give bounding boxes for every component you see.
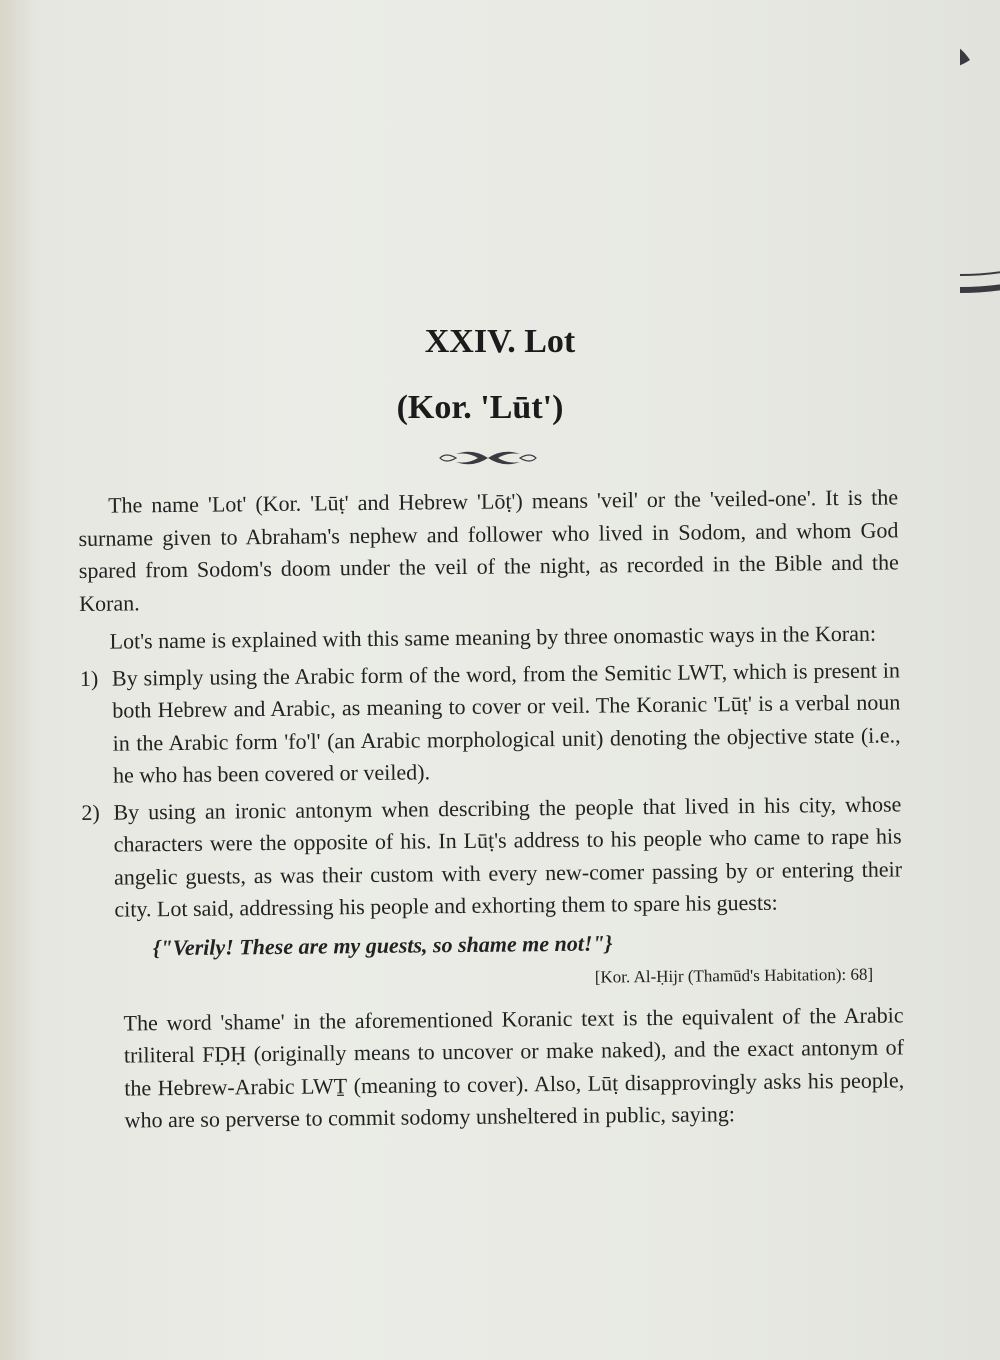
list-item-number: 1) [79,665,99,691]
flourish-ornament-icon [438,446,538,470]
list-item-text: By using an ironic antonym when describing the people that lived in his city, whose characters were the opposite of his. In Lūṭ's address to his people who came to rape his angelic guests, as was their custom with every new-comer passing by or entering their city. Lot said, addressing his people and exhorting them to spare his guests: [113,790,903,922]
paragraph-1: The name 'Lot' (Kor. 'Lūṭ' and Hebrew 'Lōṭ') means 'veil' or the 'veiled-one'. It is the surname given to Abraham's nephew and follower who lived in Sodom, and whom God spared from Sodom's doom under the veil of the night, as recorded in the Bible and the Koran. [78,484,899,616]
paragraph-2: Lot's name is explained with this same meaning by three onomastic ways in the Koran: [109,620,877,654]
quote-reference: [Kor. Al-Ḥijr (Thamūd's Habitation): 68] [594,964,874,987]
numbered-list [80,654,903,927]
list-item [81,788,902,927]
chapter-subtitle: (Kor. 'Lūt') [396,389,564,426]
paragraph-3: The word 'shame' in the aforementioned Koranic text is the equivalent of the Arabic triliteral FḌḤ (originally means to uncover or make naked), and the exact antonym of the Hebrew-Arabic LWṮ (meaning to cover). Also, Lūṭ disapprovingly asks his people, who are so perverse to commit sodomy unsheltered in public, saying: [123,1001,905,1133]
body-text [78,481,905,1137]
koran-quote: {"Verily! These are my guests, so shame me not!"} [152,929,613,960]
after-quote-block [123,999,904,1137]
corner-ornament-icon [660,0,1000,340]
chapter-title: XXIV. Lot [424,323,576,360]
list-item [80,654,901,793]
list-item-text: By simply using the Arabic form of the word, from the Semitic LWT, which is present in both Hebrew and Arabic, as meaning to cover or veil. The Koranic 'Lūṭ' is a verbal noun in the Arabic form 'fo'l' (an Arabic morphological unit) denoting the objective state (i.e., he who has been covered or veiled). [111,656,901,788]
list-item-number: 2) [81,799,100,825]
